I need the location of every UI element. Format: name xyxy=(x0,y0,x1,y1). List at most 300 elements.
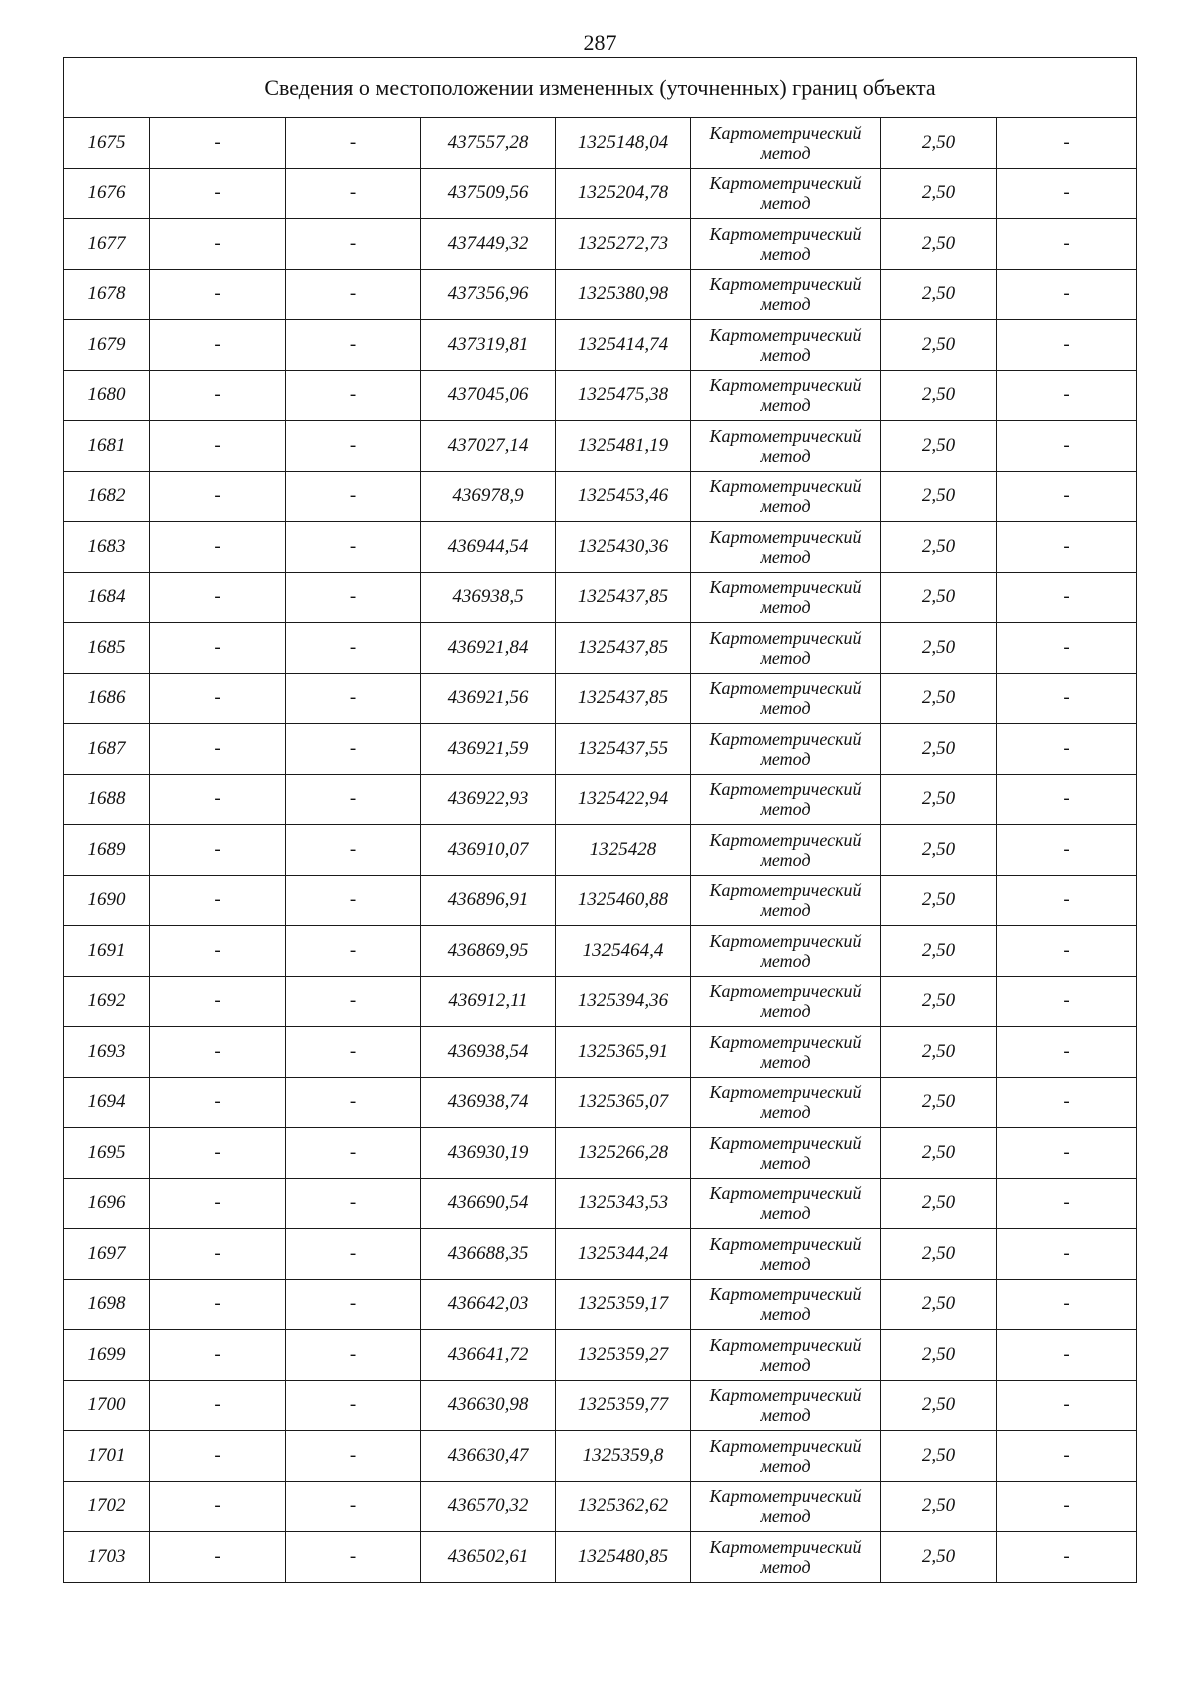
empty-cell-3: - xyxy=(286,1128,421,1179)
empty-cell-2: - xyxy=(150,370,286,421)
y-coordinate-cell: 1325359,27 xyxy=(556,1330,691,1381)
method-line-2: метод xyxy=(760,900,811,921)
x-coordinate-cell: 437045,06 xyxy=(421,370,556,421)
empty-cell-9: - xyxy=(997,320,1137,371)
method-cell xyxy=(691,1532,881,1583)
empty-cell-2: - xyxy=(150,673,286,724)
table-title: Сведения о местоположении измененных (уточненных) границ объекта xyxy=(64,58,1137,118)
empty-cell-2: - xyxy=(150,875,286,926)
method-line-2: метод xyxy=(760,1203,811,1224)
empty-cell-2: - xyxy=(150,1128,286,1179)
table-row xyxy=(64,825,1137,876)
y-coordinate-cell: 1325362,62 xyxy=(556,1481,691,1532)
accuracy-cell: 2,50 xyxy=(881,774,997,825)
empty-cell-3: - xyxy=(286,1027,421,1078)
empty-cell-9: - xyxy=(997,1481,1137,1532)
method-line-2: метод xyxy=(760,1556,811,1577)
method-cell xyxy=(691,926,881,977)
method-cell xyxy=(691,572,881,623)
empty-cell-2: - xyxy=(150,724,286,775)
point-number-cell: 1693 xyxy=(64,1027,150,1078)
point-number-cell: 1692 xyxy=(64,976,150,1027)
y-coordinate-cell: 1325343,53 xyxy=(556,1178,691,1229)
point-number-cell: 1700 xyxy=(64,1380,150,1431)
point-number-cell: 1690 xyxy=(64,875,150,926)
accuracy-cell: 2,50 xyxy=(881,1532,997,1583)
empty-cell-2: - xyxy=(150,926,286,977)
accuracy-cell: 2,50 xyxy=(881,269,997,320)
method-cell xyxy=(691,673,881,724)
empty-cell-2: - xyxy=(150,1178,286,1229)
method-line-1: Картометрический xyxy=(709,627,862,648)
empty-cell-2: - xyxy=(150,774,286,825)
empty-cell-9: - xyxy=(997,673,1137,724)
table-row xyxy=(64,673,1137,724)
method-cell xyxy=(691,1178,881,1229)
table-row xyxy=(64,168,1137,219)
empty-cell-3: - xyxy=(286,168,421,219)
method-line-1: Картометрический xyxy=(709,930,862,951)
empty-cell-3: - xyxy=(286,724,421,775)
page-number: 287 xyxy=(583,30,617,55)
y-coordinate-cell: 1325428 xyxy=(556,825,691,876)
accuracy-cell: 2,50 xyxy=(881,1128,997,1179)
y-coordinate-cell: 1325414,74 xyxy=(556,320,691,371)
point-number-cell: 1678 xyxy=(64,269,150,320)
empty-cell-3: - xyxy=(286,572,421,623)
accuracy-cell: 2,50 xyxy=(881,572,997,623)
table-row xyxy=(64,623,1137,674)
table-row xyxy=(64,1431,1137,1482)
empty-cell-2: - xyxy=(150,421,286,472)
y-coordinate-cell: 1325359,8 xyxy=(556,1431,691,1482)
method-cell xyxy=(691,1330,881,1381)
method-line-1: Картометрический xyxy=(709,223,862,244)
method-line-1: Картометрический xyxy=(709,1536,862,1557)
y-coordinate-cell: 1325464,4 xyxy=(556,926,691,977)
empty-cell-9: - xyxy=(997,976,1137,1027)
empty-cell-3: - xyxy=(286,269,421,320)
table-row xyxy=(64,1532,1137,1583)
accuracy-cell: 2,50 xyxy=(881,370,997,421)
method-cell xyxy=(691,1027,881,1078)
table-row xyxy=(64,522,1137,573)
empty-cell-9: - xyxy=(997,118,1137,169)
x-coordinate-cell: 436978,9 xyxy=(421,471,556,522)
x-coordinate-cell: 437027,14 xyxy=(421,421,556,472)
y-coordinate-cell: 1325437,55 xyxy=(556,724,691,775)
method-cell xyxy=(691,370,881,421)
method-line-1: Картометрический xyxy=(709,1334,862,1355)
accuracy-cell: 2,50 xyxy=(881,522,997,573)
accuracy-cell: 2,50 xyxy=(881,1330,997,1381)
method-line-2: метод xyxy=(760,496,811,517)
empty-cell-2: - xyxy=(150,269,286,320)
x-coordinate-cell: 437319,81 xyxy=(421,320,556,371)
empty-cell-9: - xyxy=(997,1279,1137,1330)
empty-cell-2: - xyxy=(150,1431,286,1482)
point-number-cell: 1682 xyxy=(64,471,150,522)
y-coordinate-cell: 1325437,85 xyxy=(556,572,691,623)
accuracy-cell: 2,50 xyxy=(881,976,997,1027)
point-number-cell: 1701 xyxy=(64,1431,150,1482)
method-cell xyxy=(691,1279,881,1330)
point-number-cell: 1687 xyxy=(64,724,150,775)
method-line-2: метод xyxy=(760,1304,811,1325)
method-cell xyxy=(691,421,881,472)
method-line-1: Картометрический xyxy=(709,577,862,598)
method-line-1: Картометрический xyxy=(709,324,862,345)
y-coordinate-cell: 1325266,28 xyxy=(556,1128,691,1179)
empty-cell-2: - xyxy=(150,1380,286,1431)
empty-cell-3: - xyxy=(286,825,421,876)
y-coordinate-cell: 1325380,98 xyxy=(556,269,691,320)
empty-cell-2: - xyxy=(150,219,286,270)
method-line-2: метод xyxy=(760,1051,811,1072)
x-coordinate-cell: 436912,11 xyxy=(421,976,556,1027)
method-cell xyxy=(691,168,881,219)
table-row xyxy=(64,976,1137,1027)
method-line-2: метод xyxy=(760,395,811,416)
empty-cell-9: - xyxy=(997,522,1137,573)
point-number-cell: 1696 xyxy=(64,1178,150,1229)
empty-cell-2: - xyxy=(150,623,286,674)
empty-cell-9: - xyxy=(997,1532,1137,1583)
empty-cell-3: - xyxy=(286,1279,421,1330)
method-cell xyxy=(691,118,881,169)
empty-cell-9: - xyxy=(997,168,1137,219)
point-number-cell: 1681 xyxy=(64,421,150,472)
empty-cell-9: - xyxy=(997,875,1137,926)
table-title-row xyxy=(64,58,1137,118)
method-line-1: Картометрический xyxy=(709,728,862,749)
y-coordinate-cell: 1325344,24 xyxy=(556,1229,691,1280)
empty-cell-3: - xyxy=(286,673,421,724)
method-cell xyxy=(691,471,881,522)
y-coordinate-cell: 1325481,19 xyxy=(556,421,691,472)
empty-cell-9: - xyxy=(997,774,1137,825)
x-coordinate-cell: 436921,56 xyxy=(421,673,556,724)
empty-cell-2: - xyxy=(150,1279,286,1330)
y-coordinate-cell: 1325422,94 xyxy=(556,774,691,825)
table-row xyxy=(64,926,1137,977)
accuracy-cell: 2,50 xyxy=(881,1027,997,1078)
empty-cell-2: - xyxy=(150,471,286,522)
method-cell xyxy=(691,774,881,825)
empty-cell-3: - xyxy=(286,118,421,169)
empty-cell-9: - xyxy=(997,926,1137,977)
empty-cell-2: - xyxy=(150,118,286,169)
method-line-1: Картометрический xyxy=(709,1385,862,1406)
method-line-2: метод xyxy=(760,243,811,264)
empty-cell-3: - xyxy=(286,1532,421,1583)
empty-cell-3: - xyxy=(286,1178,421,1229)
table-row xyxy=(64,1380,1137,1431)
table-row xyxy=(64,572,1137,623)
table-row xyxy=(64,1279,1137,1330)
point-number-cell: 1683 xyxy=(64,522,150,573)
point-number-cell: 1688 xyxy=(64,774,150,825)
accuracy-cell: 2,50 xyxy=(881,926,997,977)
method-line-2: метод xyxy=(760,1455,811,1476)
empty-cell-9: - xyxy=(997,1178,1137,1229)
method-cell xyxy=(691,724,881,775)
y-coordinate-cell: 1325359,17 xyxy=(556,1279,691,1330)
empty-cell-2: - xyxy=(150,1532,286,1583)
x-coordinate-cell: 437557,28 xyxy=(421,118,556,169)
method-line-2: метод xyxy=(760,193,811,214)
empty-cell-9: - xyxy=(997,1229,1137,1280)
x-coordinate-cell: 436688,35 xyxy=(421,1229,556,1280)
point-number-cell: 1675 xyxy=(64,118,150,169)
method-cell xyxy=(691,623,881,674)
x-coordinate-cell: 436502,61 xyxy=(421,1532,556,1583)
x-coordinate-cell: 436570,32 xyxy=(421,1481,556,1532)
point-number-cell: 1699 xyxy=(64,1330,150,1381)
x-coordinate-cell: 436630,98 xyxy=(421,1380,556,1431)
y-coordinate-cell: 1325365,07 xyxy=(556,1077,691,1128)
y-coordinate-cell: 1325437,85 xyxy=(556,673,691,724)
table-row xyxy=(64,118,1137,169)
empty-cell-3: - xyxy=(286,1481,421,1532)
empty-cell-3: - xyxy=(286,370,421,421)
empty-cell-9: - xyxy=(997,572,1137,623)
method-line-2: метод xyxy=(760,445,811,466)
empty-cell-3: - xyxy=(286,320,421,371)
empty-cell-3: - xyxy=(286,1077,421,1128)
empty-cell-3: - xyxy=(286,926,421,977)
x-coordinate-cell: 436944,54 xyxy=(421,522,556,573)
y-coordinate-cell: 1325460,88 xyxy=(556,875,691,926)
method-line-2: метод xyxy=(760,849,811,870)
table-row xyxy=(64,1027,1137,1078)
method-cell xyxy=(691,269,881,320)
accuracy-cell: 2,50 xyxy=(881,1481,997,1532)
empty-cell-2: - xyxy=(150,1330,286,1381)
method-cell xyxy=(691,1481,881,1532)
point-number-cell: 1676 xyxy=(64,168,150,219)
method-cell xyxy=(691,522,881,573)
empty-cell-3: - xyxy=(286,219,421,270)
table-row xyxy=(64,219,1137,270)
accuracy-cell: 2,50 xyxy=(881,623,997,674)
table-row xyxy=(64,1178,1137,1229)
y-coordinate-cell: 1325148,04 xyxy=(556,118,691,169)
x-coordinate-cell: 436869,95 xyxy=(421,926,556,977)
x-coordinate-cell: 436921,59 xyxy=(421,724,556,775)
method-line-2: метод xyxy=(760,1001,811,1022)
method-line-2: метод xyxy=(760,344,811,365)
method-line-1: Картометрический xyxy=(709,1486,862,1507)
method-line-1: Картометрический xyxy=(709,1082,862,1103)
point-number-cell: 1685 xyxy=(64,623,150,674)
empty-cell-2: - xyxy=(150,168,286,219)
empty-cell-3: - xyxy=(286,976,421,1027)
x-coordinate-cell: 436642,03 xyxy=(421,1279,556,1330)
empty-cell-9: - xyxy=(997,1027,1137,1078)
point-number-cell: 1691 xyxy=(64,926,150,977)
x-coordinate-cell: 436921,84 xyxy=(421,623,556,674)
method-line-1: Картометрический xyxy=(709,678,862,699)
table-row xyxy=(64,1128,1137,1179)
table-row xyxy=(64,875,1137,926)
y-coordinate-cell: 1325359,77 xyxy=(556,1380,691,1431)
point-number-cell: 1680 xyxy=(64,370,150,421)
method-line-2: метод xyxy=(760,1102,811,1123)
empty-cell-9: - xyxy=(997,724,1137,775)
method-line-1: Картометрический xyxy=(709,425,862,446)
y-coordinate-cell: 1325453,46 xyxy=(556,471,691,522)
x-coordinate-cell: 436896,91 xyxy=(421,875,556,926)
method-line-1: Картометрический xyxy=(709,829,862,850)
empty-cell-9: - xyxy=(997,421,1137,472)
point-number-cell: 1677 xyxy=(64,219,150,270)
accuracy-cell: 2,50 xyxy=(881,168,997,219)
method-line-2: метод xyxy=(760,950,811,971)
empty-cell-3: - xyxy=(286,421,421,472)
point-number-cell: 1694 xyxy=(64,1077,150,1128)
point-number-cell: 1679 xyxy=(64,320,150,371)
method-cell xyxy=(691,875,881,926)
empty-cell-2: - xyxy=(150,1229,286,1280)
method-line-2: метод xyxy=(760,1405,811,1426)
x-coordinate-cell: 436930,19 xyxy=(421,1128,556,1179)
method-line-1: Картометрический xyxy=(709,1031,862,1052)
table-row xyxy=(64,471,1137,522)
empty-cell-2: - xyxy=(150,1027,286,1078)
empty-cell-9: - xyxy=(997,825,1137,876)
empty-cell-2: - xyxy=(150,1481,286,1532)
empty-cell-3: - xyxy=(286,1431,421,1482)
accuracy-cell: 2,50 xyxy=(881,724,997,775)
table-row xyxy=(64,1077,1137,1128)
method-line-1: Картометрический xyxy=(709,375,862,396)
table-row xyxy=(64,774,1137,825)
method-line-2: метод xyxy=(760,1506,811,1527)
method-line-2: метод xyxy=(760,1354,811,1375)
empty-cell-3: - xyxy=(286,774,421,825)
accuracy-cell: 2,50 xyxy=(881,875,997,926)
x-coordinate-cell: 437509,56 xyxy=(421,168,556,219)
x-coordinate-cell: 436938,54 xyxy=(421,1027,556,1078)
empty-cell-9: - xyxy=(997,269,1137,320)
method-line-1: Картометрический xyxy=(709,880,862,901)
method-line-1: Картометрический xyxy=(709,981,862,1002)
table-row xyxy=(64,1481,1137,1532)
method-line-1: Картометрический xyxy=(709,1233,862,1254)
method-line-2: метод xyxy=(760,799,811,820)
empty-cell-2: - xyxy=(150,522,286,573)
x-coordinate-cell: 436690,54 xyxy=(421,1178,556,1229)
y-coordinate-cell: 1325430,36 xyxy=(556,522,691,573)
y-coordinate-cell: 1325272,73 xyxy=(556,219,691,270)
point-number-cell: 1697 xyxy=(64,1229,150,1280)
point-number-cell: 1689 xyxy=(64,825,150,876)
empty-cell-2: - xyxy=(150,976,286,1027)
empty-cell-2: - xyxy=(150,1077,286,1128)
accuracy-cell: 2,50 xyxy=(881,1380,997,1431)
method-line-2: метод xyxy=(760,748,811,769)
accuracy-cell: 2,50 xyxy=(881,825,997,876)
y-coordinate-cell: 1325437,85 xyxy=(556,623,691,674)
method-line-1: Картометрический xyxy=(709,476,862,497)
y-coordinate-cell: 1325204,78 xyxy=(556,168,691,219)
method-line-2: метод xyxy=(760,1152,811,1173)
table-row xyxy=(64,1229,1137,1280)
x-coordinate-cell: 436910,07 xyxy=(421,825,556,876)
table-row xyxy=(64,1330,1137,1381)
method-line-1: Картометрический xyxy=(709,1435,862,1456)
method-line-1: Картометрический xyxy=(709,1284,862,1305)
y-coordinate-cell: 1325475,38 xyxy=(556,370,691,421)
method-line-1: Картометрический xyxy=(709,1132,862,1153)
method-line-2: метод xyxy=(760,698,811,719)
point-number-cell: 1686 xyxy=(64,673,150,724)
method-line-1: Картометрический xyxy=(709,122,862,143)
empty-cell-3: - xyxy=(286,522,421,573)
method-line-2: метод xyxy=(760,1253,811,1274)
accuracy-cell: 2,50 xyxy=(881,118,997,169)
method-line-2: метод xyxy=(760,142,811,163)
empty-cell-2: - xyxy=(150,320,286,371)
point-number-cell: 1684 xyxy=(64,572,150,623)
method-cell xyxy=(691,976,881,1027)
y-coordinate-cell: 1325480,85 xyxy=(556,1532,691,1583)
empty-cell-9: - xyxy=(997,1330,1137,1381)
method-cell xyxy=(691,1229,881,1280)
empty-cell-3: - xyxy=(286,1380,421,1431)
method-line-1: Картометрический xyxy=(709,779,862,800)
empty-cell-9: - xyxy=(997,623,1137,674)
method-line-1: Картометрический xyxy=(709,1183,862,1204)
empty-cell-9: - xyxy=(997,370,1137,421)
empty-cell-9: - xyxy=(997,1077,1137,1128)
method-line-2: метод xyxy=(760,597,811,618)
empty-cell-3: - xyxy=(286,471,421,522)
accuracy-cell: 2,50 xyxy=(881,1229,997,1280)
table-row xyxy=(64,269,1137,320)
x-coordinate-cell: 436938,5 xyxy=(421,572,556,623)
method-cell xyxy=(691,825,881,876)
method-cell xyxy=(691,1128,881,1179)
method-cell xyxy=(691,219,881,270)
method-line-2: метод xyxy=(760,294,811,315)
method-line-1: Картометрический xyxy=(709,173,862,194)
empty-cell-2: - xyxy=(150,825,286,876)
point-number-cell: 1698 xyxy=(64,1279,150,1330)
x-coordinate-cell: 437356,96 xyxy=(421,269,556,320)
empty-cell-9: - xyxy=(997,471,1137,522)
x-coordinate-cell: 436938,74 xyxy=(421,1077,556,1128)
x-coordinate-cell: 437449,32 xyxy=(421,219,556,270)
table-row xyxy=(64,421,1137,472)
empty-cell-3: - xyxy=(286,623,421,674)
method-line-2: метод xyxy=(760,546,811,567)
y-coordinate-cell: 1325365,91 xyxy=(556,1027,691,1078)
empty-cell-3: - xyxy=(286,1229,421,1280)
point-number-cell: 1702 xyxy=(64,1481,150,1532)
accuracy-cell: 2,50 xyxy=(881,1431,997,1482)
empty-cell-9: - xyxy=(997,1431,1137,1482)
accuracy-cell: 2,50 xyxy=(881,673,997,724)
table-row xyxy=(64,724,1137,775)
point-number-cell: 1703 xyxy=(64,1532,150,1583)
x-coordinate-cell: 436922,93 xyxy=(421,774,556,825)
accuracy-cell: 2,50 xyxy=(881,471,997,522)
empty-cell-9: - xyxy=(997,1380,1137,1431)
point-number-cell: 1695 xyxy=(64,1128,150,1179)
table-row xyxy=(64,370,1137,421)
